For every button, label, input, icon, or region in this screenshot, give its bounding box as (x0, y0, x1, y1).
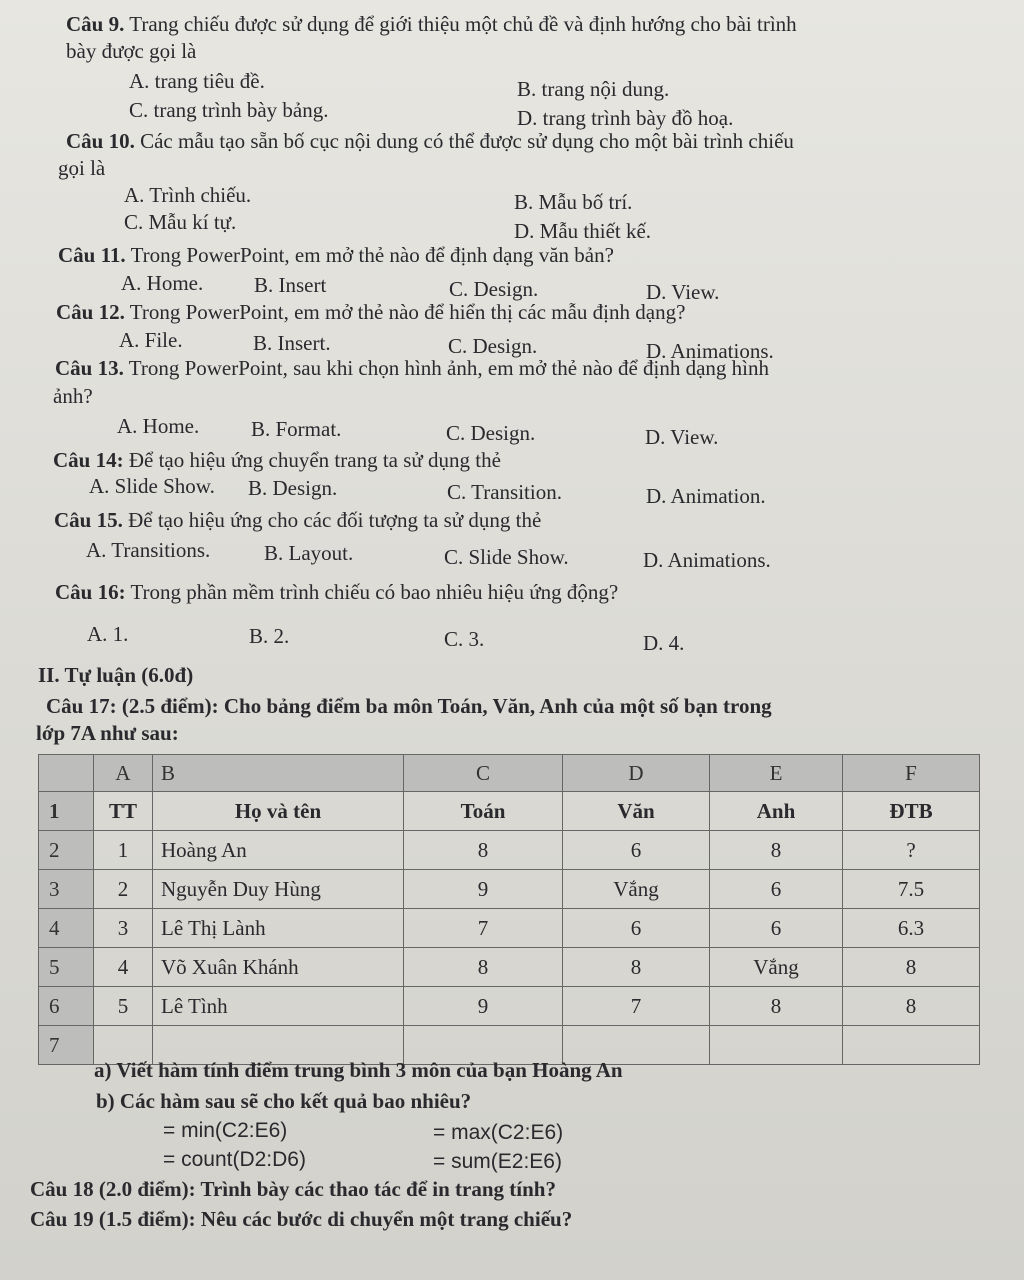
cell (710, 1026, 843, 1065)
q17-stem: Câu 17: (2.5 điểm): Cho bảng điểm ba môn Toán, Văn, Anh của một số bạn trong (46, 694, 772, 718)
q13-option-d: D. View. (645, 425, 719, 449)
q14-number: Câu 14: (53, 448, 124, 472)
q10-option-d: D. Mẫu thiết kế. (514, 219, 652, 243)
q13-option-a: A. Home. (117, 414, 200, 438)
q9-option-c: C. trang trình bày bảng. (129, 98, 329, 122)
column-letter: D (563, 755, 710, 792)
header-cell: TT (94, 792, 153, 831)
q14-option-a: A. Slide Show. (89, 474, 215, 498)
row-number: 2 (39, 831, 94, 870)
q11-text: Trong PowerPoint, em mở thẻ nào để định dạng văn bản? (130, 243, 614, 267)
section-title-essay: II. Tự luận (6.0đ) (38, 663, 194, 687)
column-letter: E (710, 755, 843, 792)
cell: 4 (94, 948, 153, 987)
table-row (39, 909, 980, 948)
cell: 7 (404, 909, 563, 948)
q11-option-a: A. Home. (121, 271, 204, 295)
q16-text: Trong phần mềm trình chiếu có bao nhiêu hiệu ứng động? (130, 580, 619, 604)
q9-stem-cont: bày được gọi là (66, 39, 197, 63)
q9-option-d: D. trang trình bày đồ hoạ. (517, 106, 734, 130)
formula-count: = count(D2:D6) (163, 1148, 306, 1171)
q13-stem-cont: ảnh? (53, 384, 93, 408)
cell: 8 (563, 948, 710, 987)
q9-text: Trang chiếu được sử dụng để giới thiệu một chủ đề và định hướng cho bài trình (129, 12, 797, 36)
q14-option-b: B. Design. (248, 476, 338, 500)
cell: 8 (404, 948, 563, 987)
q14-text: Để tạo hiệu ứng chuyển trang ta sử dụng thẻ (128, 448, 501, 472)
q13-stem (55, 356, 769, 381)
table-row (39, 987, 980, 1026)
q15-option-d: D. Animations. (643, 548, 771, 572)
cell: 8 (710, 987, 843, 1026)
row-number: 1 (39, 792, 94, 831)
cell: 1 (94, 831, 153, 870)
q12-number: Câu 12. (56, 300, 125, 324)
q11-option-c: C. Design. (449, 277, 539, 301)
cell (843, 1026, 980, 1065)
q10-option-c: C. Mẫu kí tự. (124, 210, 237, 234)
q9-number: Câu 9. (66, 12, 125, 36)
q13-number: Câu 13. (55, 356, 124, 380)
cell: Vắng (710, 948, 843, 987)
header-cell: Họ và tên (153, 792, 404, 831)
column-letter: F (843, 755, 980, 792)
q9-stem (66, 12, 797, 37)
column-letter: C (404, 755, 563, 792)
cell: 7 (563, 987, 710, 1026)
q15-option-c: C. Slide Show. (444, 545, 569, 569)
cell: 9 (404, 987, 563, 1026)
q13-option-b: B. Format. (251, 417, 342, 441)
q17-part-a: a) Viết hàm tính điểm trung bình 3 môn của bạn Hoàng An (94, 1058, 623, 1082)
cell: 5 (94, 987, 153, 1026)
cell: ? (843, 831, 980, 870)
q15-option-a: A. Transitions. (86, 538, 211, 562)
header-cell: ĐTB (843, 792, 980, 831)
table-row (39, 870, 980, 909)
q16-option-b: B. 2. (249, 624, 290, 648)
column-letter: B (153, 755, 404, 792)
cell: Vắng (563, 870, 710, 909)
q9-option-a: A. trang tiêu đề. (129, 69, 265, 93)
cell: Nguyễn Duy Hùng (153, 870, 404, 909)
cell: 9 (404, 870, 563, 909)
q17-stem-cont: lớp 7A như sau: (36, 721, 179, 745)
row-number: 6 (39, 987, 94, 1026)
header-cell: Toán (404, 792, 563, 831)
table-header-row (39, 792, 980, 831)
q12-option-b: B. Insert. (253, 331, 331, 355)
q19-text: Câu 19 (1.5 điểm): Nêu các bước di chuyển một trang chiếu? (30, 1207, 573, 1231)
cell: 8 (710, 831, 843, 870)
q10-number: Câu 10. (66, 129, 135, 153)
cell: Hoàng An (153, 831, 404, 870)
row-number: 5 (39, 948, 94, 987)
q11-option-b: B. Insert (254, 273, 327, 297)
q14-stem (53, 448, 501, 473)
q13-text: Trong PowerPoint, sau khi chọn hình ảnh, em mở thẻ nào để định dạng hình (128, 356, 770, 380)
column-header-row (39, 755, 980, 792)
q10-stem-cont: gọi là (58, 156, 106, 180)
cell: Võ Xuân Khánh (153, 948, 404, 987)
row-number: 7 (39, 1026, 94, 1065)
row-number: 3 (39, 870, 94, 909)
cell: 8 (843, 987, 980, 1026)
q12-option-a: A. File. (119, 328, 183, 352)
cell: 7.5 (843, 870, 980, 909)
q11-number: Câu 11. (58, 243, 126, 267)
q15-option-b: B. Layout. (264, 541, 354, 565)
cell: 2 (94, 870, 153, 909)
header-cell: Văn (563, 792, 710, 831)
cell: 6.3 (843, 909, 980, 948)
q14-option-d: D. Animation. (646, 484, 766, 508)
q17-part-b: b) Các hàm sau sẽ cho kết quả bao nhiêu? (96, 1089, 472, 1113)
q18-text: Câu 18 (2.0 điểm): Trình bày các thao tác để in trang tính? (30, 1177, 556, 1201)
cell: 3 (94, 909, 153, 948)
row-number: 4 (39, 909, 94, 948)
q15-number: Câu 15. (54, 508, 123, 532)
header-cell: Anh (710, 792, 843, 831)
q10-option-a: A. Trình chiếu. (124, 183, 252, 207)
cell: 6 (710, 909, 843, 948)
q16-option-d: D. 4. (643, 631, 685, 655)
q15-text: Để tạo hiệu ứng cho các đối tượng ta sử dụng thẻ (128, 508, 542, 532)
table-row (39, 948, 980, 987)
q12-stem (56, 300, 685, 325)
cell: 6 (563, 831, 710, 870)
cell: 8 (843, 948, 980, 987)
corner-cell (39, 755, 94, 792)
q16-option-a: A. 1. (87, 622, 129, 646)
q12-option-c: C. Design. (448, 334, 538, 358)
q11-stem (58, 243, 614, 268)
q9-option-b: B. trang nội dung. (517, 77, 670, 101)
cell: Lê Tình (153, 987, 404, 1026)
q14-option-c: C. Transition. (447, 480, 562, 504)
q10-stem (66, 129, 794, 154)
cell: Lê Thị Lành (153, 909, 404, 948)
score-spreadsheet (38, 754, 980, 1065)
column-letter: A (94, 755, 153, 792)
q10-option-b: B. Mẫu bố trí. (514, 190, 633, 214)
q12-option-d: D. Animations. (646, 339, 774, 363)
cell: 6 (710, 870, 843, 909)
cell: 8 (404, 831, 563, 870)
formula-min: = min(C2:E6) (163, 1119, 288, 1142)
q16-number: Câu 16: (55, 580, 126, 604)
q12-text: Trong PowerPoint, em mở thẻ nào để hiển thị các mẫu định dạng? (129, 300, 686, 324)
q16-stem (55, 580, 618, 605)
q15-stem (54, 508, 541, 533)
q11-option-d: D. View. (646, 280, 720, 304)
q10-text: Các mẫu tạo sẵn bố cục nội dung có thể được sử dụng cho một bài trình chiếu (140, 129, 794, 153)
q13-option-c: C. Design. (446, 421, 536, 445)
table-row (39, 831, 980, 870)
formula-sum: = sum(E2:E6) (433, 1150, 562, 1173)
q16-option-c: C. 3. (444, 627, 485, 651)
cell: 6 (563, 909, 710, 948)
formula-max: = max(C2:E6) (433, 1121, 564, 1144)
